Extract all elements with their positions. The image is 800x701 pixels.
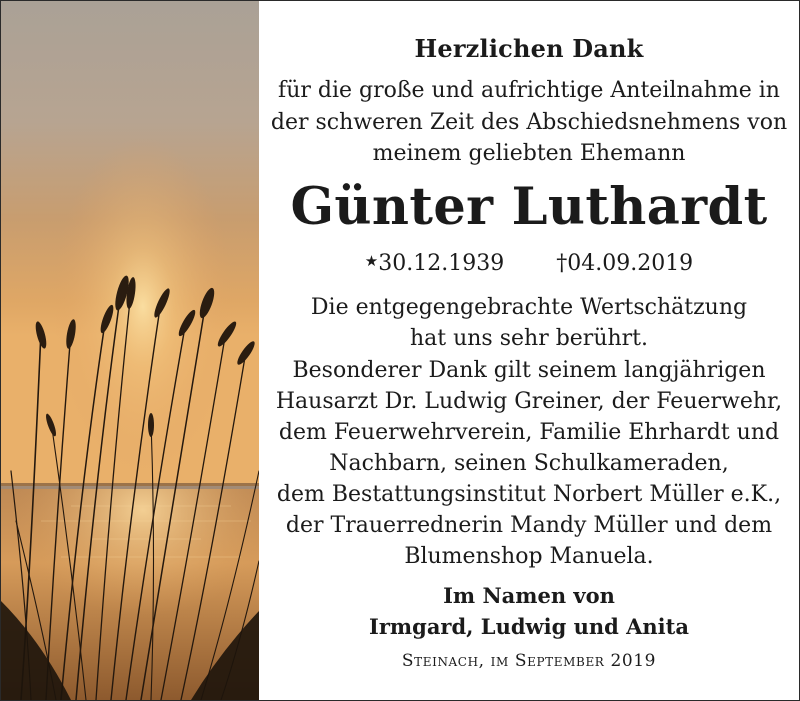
signature bbox=[259, 580, 799, 642]
message-line: Hausarzt Dr. Ludwig Greiner, der Feuerwehr, bbox=[275, 389, 783, 414]
signature-line: Irmgard, Ludwig und Anita bbox=[369, 614, 689, 639]
deceased-name: Günter Luthardt bbox=[290, 177, 768, 237]
birth-date: 30.12.1939 bbox=[378, 251, 505, 276]
thank-you-text bbox=[259, 1, 799, 700]
special-thanks-text bbox=[259, 355, 799, 572]
life-dates bbox=[259, 251, 799, 276]
death-date: 04.09.2019 bbox=[567, 251, 694, 276]
birth-star-icon: ★ bbox=[364, 252, 379, 270]
appreciation-text bbox=[259, 292, 799, 354]
message-line: der Trauerrednerin Mandy Müller und dem bbox=[285, 513, 773, 538]
place-date: Steinach, im September 2019 bbox=[401, 651, 657, 671]
sunset-reeds-image bbox=[1, 1, 259, 700]
message-line: Besonderer Dank gilt seinem langjährigen bbox=[292, 358, 766, 383]
signature-line: Im Namen von bbox=[443, 583, 615, 608]
intro-line: für die große und aufrichtige Anteilnahme in bbox=[278, 78, 780, 103]
intro-text bbox=[259, 75, 799, 170]
death-cross-icon: † bbox=[556, 251, 568, 276]
message-line: Die entgegengebrachte Wertschätzung bbox=[310, 295, 748, 320]
message-line: dem Bestattungsinstitut Norbert Müller e.K., bbox=[276, 482, 782, 507]
message-line: Blumenshop Manuela. bbox=[404, 544, 654, 569]
message-line: Nachbarn, seinen Schulkameraden, bbox=[329, 451, 729, 476]
intro-line: der schweren Zeit des Abschiedsnehmens von bbox=[270, 109, 788, 135]
heading: Herzlichen Dank bbox=[414, 34, 644, 63]
message-line: dem Feuerwehrverein, Familie Ehrhardt und bbox=[278, 420, 780, 445]
intro-line: meinem geliebten Ehemann bbox=[372, 141, 686, 166]
message-line: hat uns sehr berührt. bbox=[409, 326, 649, 351]
